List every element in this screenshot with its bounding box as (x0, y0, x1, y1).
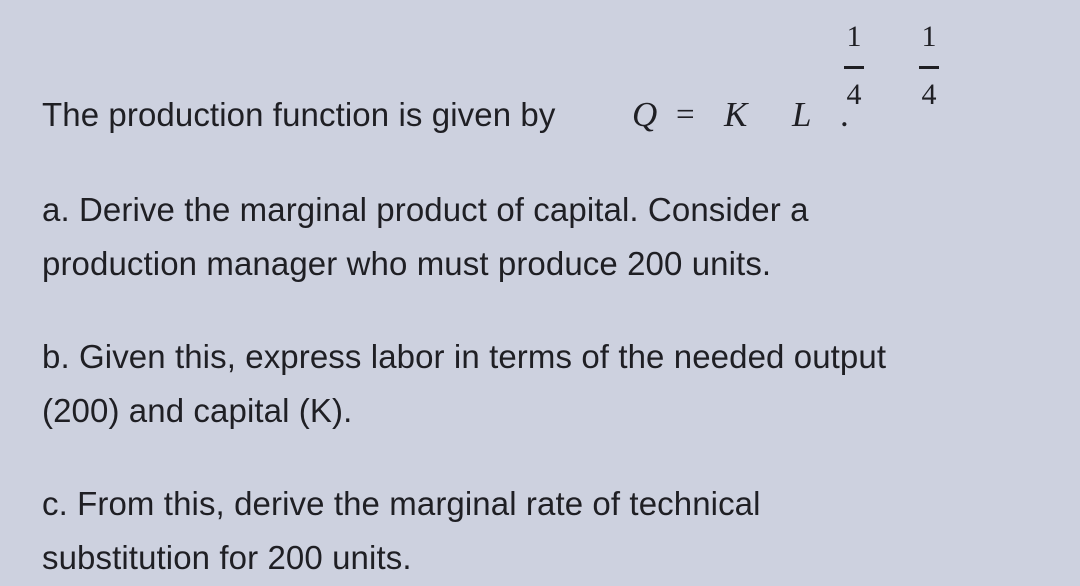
part-b-line-1: b. Given this, express labor in terms of the needed output (42, 338, 887, 375)
labor-exponent-bar (919, 66, 939, 69)
problem-document (42, 0, 1052, 586)
part-b-line-2: (200) and capital (K). (42, 392, 353, 429)
part-a-line-2: production manager who must produce 200 units. (42, 245, 772, 282)
capital-exponent-denominator: 4 (846, 78, 862, 111)
part-a-line-1: a. Derive the marginal product of capital. Consider a (42, 191, 809, 228)
capital-exponent-bar (844, 66, 864, 69)
labor-exponent-numerator: 1 (921, 20, 937, 53)
labor-variable: L (792, 95, 812, 134)
labor-exponent-fraction (909, 20, 949, 120)
part-c-line-2: substitution for 200 units. (42, 539, 412, 576)
capital-variable: K (724, 95, 748, 134)
output-variable: Q (632, 95, 658, 134)
production-function-equation (632, 95, 1032, 135)
intro-text: The production function is given by (42, 96, 556, 133)
capital-exponent-fraction (834, 20, 874, 120)
equation-period: . (840, 95, 849, 134)
capital-exponent-numerator: 1 (846, 20, 862, 53)
labor-exponent-denominator: 4 (921, 78, 937, 111)
part-c-line-1: c. From this, derive the marginal rate of technical (42, 485, 761, 522)
equals-sign: = (676, 97, 695, 133)
